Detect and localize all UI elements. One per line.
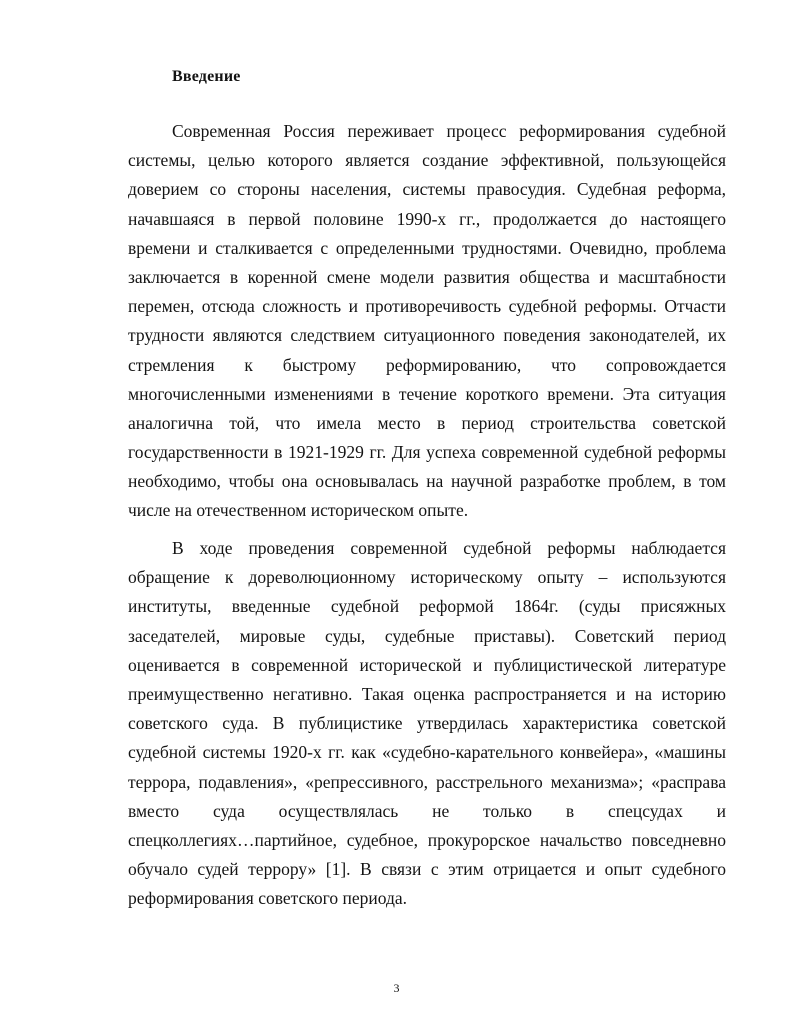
text-line: времени и сталкивается с определенными трудностями. Очевидно, проблема (128, 237, 726, 258)
text-line: В ходе проведения современной судебной реформы наблюдается (172, 538, 726, 558)
text-line: обучало судей террору» [1]. В связи с этим отрицается и опыт судебного (128, 859, 726, 880)
text-line: реформирования советского периода. (128, 888, 408, 909)
text-line: Современная Россия переживает процесс реформирования судебной (172, 121, 726, 141)
text-line: спецколлегиях…партийное, судебное, прокурорское начальство повседневно (128, 829, 726, 850)
text-line: стремления к быстрому реформированию, что сопровождается (128, 354, 726, 375)
text-line: оценивается в современной исторической и публицистической литературе (128, 654, 726, 675)
text-line: государственности в 1921-1929 гг. Для успеха современной судебной реформы (128, 442, 726, 463)
text-line: советского суда. В публицистике утвердилась характеристика советской (128, 713, 726, 734)
text-line: заключается в коренной смене модели развития общества и масштабности (128, 266, 726, 287)
paragraph-1 (128, 117, 726, 526)
text-line: судебной системы 1920-х гг. как «судебно-карательного конвейера», «машины (128, 742, 726, 763)
text-line: числе на отечественном историческом опыте. (128, 500, 469, 521)
text-line: террора, подавления», «репрессивного, расстрельного механизма»; «расправа (128, 771, 726, 792)
text-line: доверием со стороны населения, системы правосудия. Судебная реформа, (128, 179, 726, 200)
section-heading: Введение (172, 68, 241, 85)
paragraph-2 (128, 534, 726, 913)
text-line: перемен, отсюда сложность и противоречивость судебной реформы. Отчасти (128, 296, 726, 317)
text-line: начавшаяся в первой половине 1990-х гг., продолжается до настоящего (128, 208, 726, 229)
text-line: обращение к дореволюционному историческому опыту – используются (128, 567, 726, 588)
page-number: 3 (393, 981, 400, 995)
text-line: заседателей, мировые суды, судебные приставы). Советский период (128, 625, 726, 646)
text-line: трудности являются следствием ситуационного поведения законодателей, их (128, 325, 726, 346)
text-line: необходимо, чтобы она основывалась на научной разработке проблем, в том (128, 471, 726, 492)
text-line: институты, введенные судебной реформой 1864г. (суды присяжных (128, 596, 726, 617)
text-line: системы, целью которого является создание эффективной, пользующейся (128, 150, 726, 171)
text-line: многочисленными изменениями в течение короткого времени. Эта ситуация (128, 383, 726, 404)
text-line: аналогична той, что имела место в период строительства советской (128, 412, 726, 433)
text-line: преимущественно негативно. Такая оценка распространяется и на историю (128, 683, 726, 704)
text-line: вместо суда осуществлялась не только в спецсудах и (128, 800, 726, 821)
